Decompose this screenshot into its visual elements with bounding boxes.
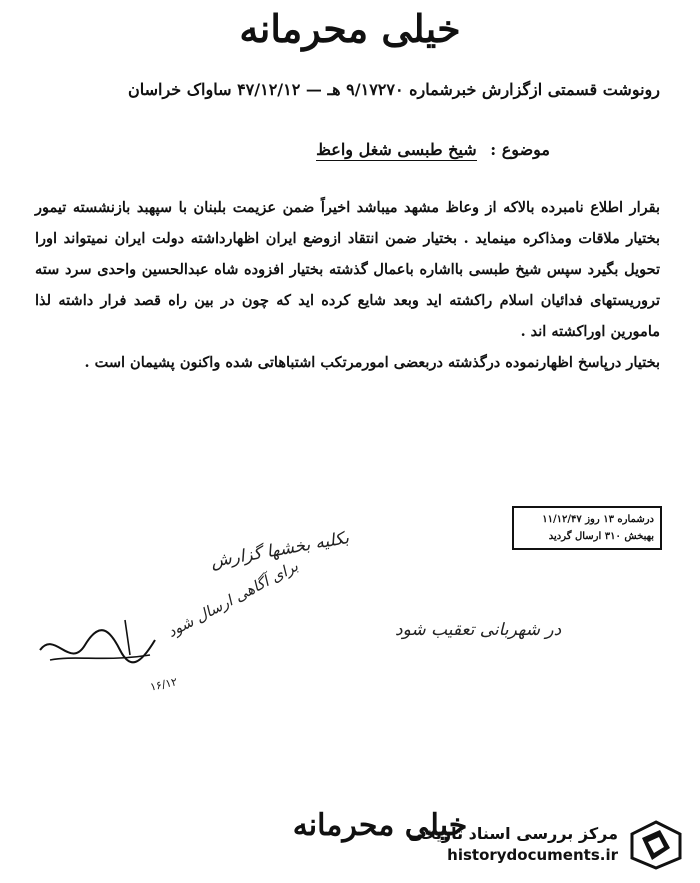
watermark-url[interactable]: historydocuments.ir — [447, 846, 618, 864]
stamp-line-2: بهبخش ۳۱۰ ارسال گردید — [548, 531, 654, 542]
classification-bottom: خیلی محرمانه — [292, 808, 468, 843]
registration-stamp — [512, 506, 662, 550]
handwritten-note-3: در شهربانى تعقیب شود — [395, 620, 562, 640]
watermark-name: مرکز بررسی اسناد تاریخی — [408, 824, 618, 843]
subject-value: شیخ طبسی شغل واعظ — [316, 140, 477, 159]
subject-line — [30, 140, 550, 159]
watermark[interactable] — [408, 812, 690, 878]
report-body — [35, 192, 660, 378]
signature-date: ۱۶/۱۲ — [148, 675, 179, 694]
copy-reference-line: رونوشت قسمتی ازگزارش خبرشماره ۹/۱۷۲۷۰ هـ — ۴۷/۱۲/۱۲ ساواک خراسان — [127, 80, 660, 99]
stamp-line-1: درشماره ۱۳ روز ۱۱/۱۲/۴۷ — [542, 514, 654, 525]
history-documents-logo-icon — [626, 818, 686, 872]
body-paragraph-2: بختیار درپاسخ اظهارنموده درگذشته دربعضی امورمرتکب اشتباهاتی شده واکنون پشیمان است . — [84, 354, 660, 371]
handwritten-signature — [30, 610, 170, 680]
classification-top: خیلی محرمانه — [239, 6, 461, 51]
subject-label: موضوع : — [490, 140, 550, 159]
body-paragraph-1: بقرار اطلاع نامبرده بالاکه از وعاظ مشهد میباشد اخیراً ضمن عزیمت بلبنان با سپهبد بازنشسته تیمور بختیار ملاقات ومذاکره مینماید . بختیار ضمن انتقاد ازوضع ایران اظهارداشته دولت ایران نمیتواند اورا تحویل بگیرد سپس شیخ طبسی بااشاره باعمال گذشته بختیار افزوده شاه عبدالحسین واحدی سرد سته تروریستهای فدائیان اسلام راکشته اید وبعد شایع کرده اید که چون در بین راه قصد فرار داشته لذا مامورین اوراکشته اند . — [35, 199, 660, 340]
handwritten-note-1: بکلیه بخشها گزارش — [209, 528, 351, 572]
handwritten-note-2: براى آگاهى ارسال شود — [164, 556, 302, 642]
